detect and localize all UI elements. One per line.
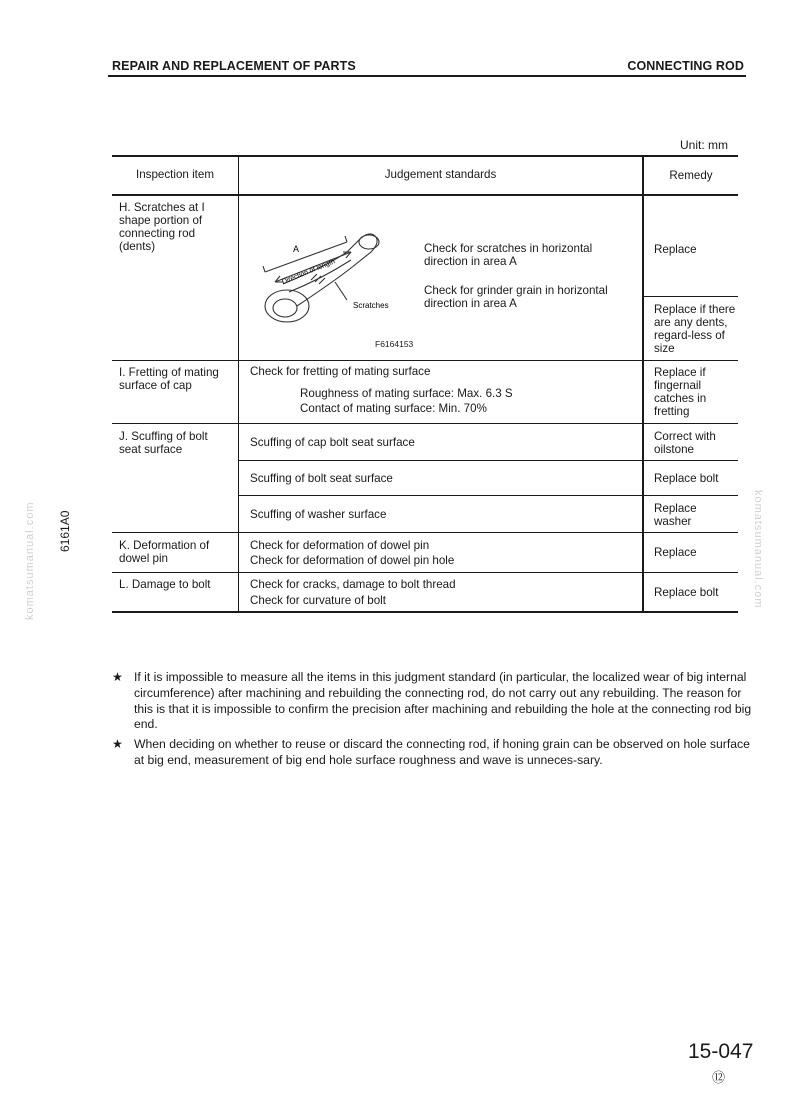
table-bottom-rule [112,611,738,613]
item-i: I. Fretting of mating surface of cap [119,366,219,392]
section-title: REPAIR AND REPLACEMENT OF PARTS [112,59,356,73]
note-text: If it is impossible to measure all the items in this judgment standard (in particular, the localized wear of big internal circumference) after machining and rebuilding the connecting rod, do not carry out any rebuilding. The reason for this is that it is impossible to confirm the precision after machining and rebuilding the hole at the connecting rod big end. [134,670,752,732]
standard-k-2: Check for deformation of dowel pin hole [250,554,455,567]
item-l: L. Damage to bolt [119,578,211,591]
star-icon: ★ [112,670,123,684]
column-header-remedy: Remedy [669,169,713,182]
label-direction: Direction of length [281,258,337,286]
standard-h-1: Check for scratches in horizontal direction in area A [424,242,593,268]
connecting-rod-figure [255,222,430,334]
revision-mark: ⑫ [712,1070,726,1085]
column-rule [642,155,644,613]
remedy-j-1: Correct with oilstone [654,430,716,456]
unit-label: Unit: mm [680,138,728,152]
remedy-l: Replace bolt [654,586,719,599]
row-rule [238,495,738,496]
page-number: 15-047 [688,1040,754,1063]
watermark-left: komatsumanual.com [24,501,36,620]
standard-l-2: Check for curvature of bolt [250,594,386,607]
column-rule [238,155,239,613]
remedy-j-3: Replace washer [654,502,697,528]
row-rule [112,423,738,424]
figure-id: F6164153 [375,339,414,349]
label-a: A [293,244,300,254]
item-h: H. Scratches at I shape portion of connecting rod (dents) [119,201,205,253]
column-header-standards: Judgement standards [384,168,497,181]
row-rule [112,360,738,361]
row-rule [112,532,738,533]
note-item [112,737,752,769]
row-rule [112,572,738,573]
topic-title: CONNECTING ROD [627,59,744,73]
note-item [112,670,752,733]
remedy-i: Replace if fingernail catches in fretting [654,366,707,418]
header-rule [108,75,746,77]
star-icon: ★ [112,737,123,751]
standard-i-3: Contact of mating surface: Min. 70% [300,402,487,415]
remedy-k: Replace [654,546,697,559]
table-header-rule [112,194,738,196]
standard-h-2: Check for grinder grain in horizontal direction in area A [424,284,608,310]
note-text: When deciding on whether to reuse or discard the connecting rod, if honing grain can be observed on hole surface at big end, measurement of big end hole surface roughness and wave is unneces-sary. [134,737,750,767]
standard-i-2: Roughness of mating surface: Max. 6.3 S [300,387,513,400]
label-scratches: Scratches [353,301,389,310]
remedy-h-2: Replace if there are any dents, regard-less of size [654,303,736,355]
table-top-rule [112,155,738,157]
side-code: 6161A0 [58,510,72,552]
item-k: K. Deformation of dowel pin [119,539,210,565]
item-j: J. Scuffing of bolt seat surface [119,430,208,456]
standard-j-1: Scuffing of cap bolt seat surface [250,436,415,449]
standard-i-1: Check for fretting of mating surface [250,365,431,378]
standard-l-1: Check for cracks, damage to bolt thread [250,578,456,591]
column-header-item: Inspection item [136,168,214,181]
row-rule [238,460,738,461]
remedy-h-1: Replace [654,243,697,256]
standard-j-2: Scuffing of bolt seat surface [250,472,393,485]
standard-k-1: Check for deformation of dowel pin [250,539,430,552]
remedy-j-2: Replace bolt [654,472,719,485]
row-rule [643,296,738,297]
watermark-right: komatsumanual.com [752,490,764,609]
standard-j-3: Scuffing of washer surface [250,508,387,521]
